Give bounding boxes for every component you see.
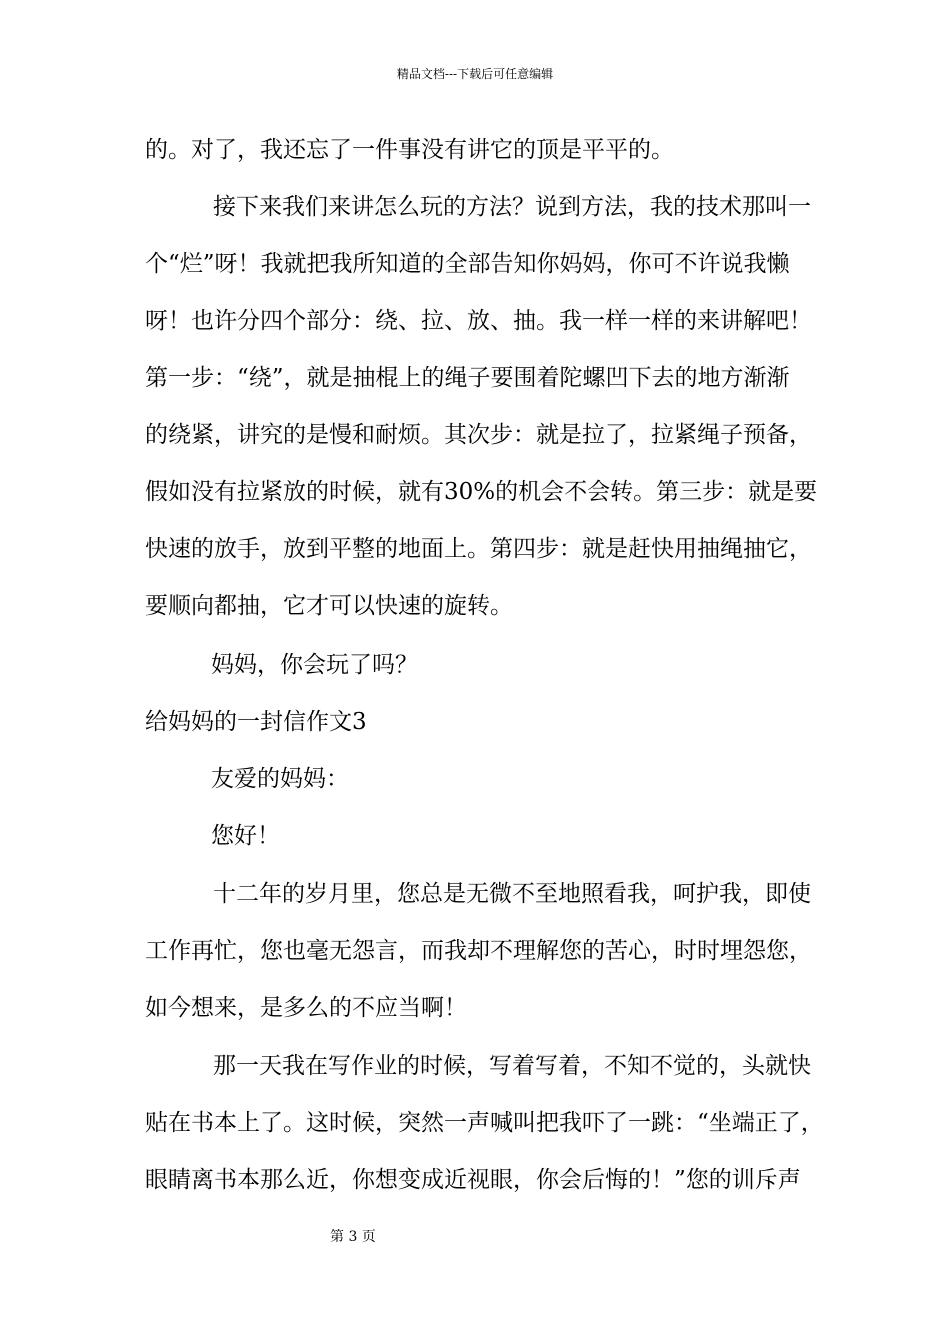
- text-line: 的绕紧，讲究的是慢和耐烦。其次步：就是拉了，拉紧绳子预备，: [145, 422, 812, 448]
- text-line: 眼睛离书本那么近，你想变成近视眼，你会后悔的！”您的训斥声: [145, 1167, 801, 1193]
- page-footer: 第 3 页: [330, 1229, 376, 1245]
- text-line: 的。对了，我还忘了一件事没有讲它的顶是平平的。: [145, 137, 674, 163]
- text-line: 第一步：“绕”，就是抽棍上的绳子要围着陀螺凹下去的地方渐渐: [145, 365, 790, 391]
- text-line: 个“烂”呀！我就把我所知道的全部告知你妈妈，你可不许说我懒: [145, 251, 790, 277]
- text-line: 那一天我在写作业的时候，写着写着，不知不觉的，头就快: [213, 1053, 811, 1079]
- text-line: 假如没有拉紧放的时候，就有30%的机会不会转。第三步：就是要: [145, 479, 818, 505]
- page-header: 精品文档---下载后可任意编辑: [396, 67, 554, 81]
- text-line: 快速的放手，放到平整的地面上。第四步：就是赶快用抽绳抽它，: [145, 536, 812, 562]
- text-line: 妈妈，你会玩了吗？: [211, 652, 418, 678]
- text-line: 工作再忙，您也毫无怨言，而我却不理解您的苦心，时时埋怨您，: [145, 938, 812, 964]
- text-line: 贴在书本上了。这时候，突然一声喊叫把我吓了一跳：“坐端正了，: [145, 1110, 824, 1136]
- greeting: 您好！: [211, 823, 280, 849]
- text-line: 要顺向都抽，它才可以快速的旋转。: [145, 593, 513, 619]
- section-title: 给妈妈的一封信作文3: [145, 709, 367, 735]
- text-line: 如今想来，是多么的不应当啊！: [145, 995, 467, 1021]
- text-line: 十二年的岁月里，您总是无微不至地照看我，呵护我，即使: [213, 881, 811, 907]
- salutation: 友爱的妈妈：: [211, 766, 349, 792]
- text-line: 呀！也许分四个部分：绕、拉、放、抽。我一样一样的来讲解吧！: [145, 308, 812, 334]
- text-line: 接下来我们来讲怎么玩的方法？说到方法，我的技术那叫一: [213, 194, 811, 220]
